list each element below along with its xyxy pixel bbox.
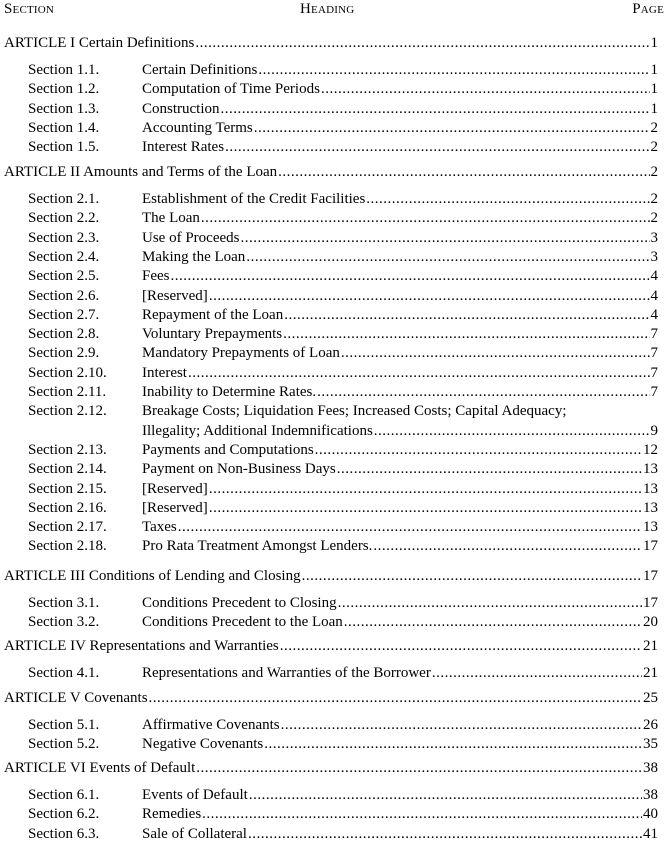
- section-entry[interactable]: [0, 537, 670, 556]
- page-number: 3: [650, 229, 658, 246]
- section-title: Conditions Precedent to Closing: [142, 595, 337, 611]
- section-number: Section 2.17.: [28, 519, 107, 536]
- dot-leader: [249, 786, 642, 805]
- dot-leader: [302, 567, 642, 586]
- dot-leader: [374, 422, 650, 441]
- dot-leader: [221, 100, 650, 119]
- entry-leader-row: [142, 190, 658, 209]
- dot-leader: [225, 138, 649, 157]
- section-title: Computation of Time Periods: [142, 81, 320, 98]
- section-entry[interactable]: [0, 190, 670, 209]
- section-title: Use of Proceeds: [142, 229, 240, 246]
- section-number: Section 5.2.: [28, 736, 100, 753]
- section-number: Section 2.2.: [28, 210, 100, 227]
- section-title: Payments and Computations: [142, 441, 314, 458]
- section-title: Certain Definitions: [142, 62, 258, 78]
- section-title: [Reserved]: [142, 499, 208, 516]
- section-title: Voluntary Prepayments: [142, 326, 283, 343]
- entry-leader-row: [142, 735, 658, 754]
- dot-leader: [283, 325, 649, 344]
- page-number: 2: [650, 164, 658, 180]
- page-number: 2: [650, 210, 658, 227]
- entry-leader-row: [142, 383, 658, 402]
- page-number: 25: [643, 690, 658, 706]
- page-number: 1: [650, 62, 658, 78]
- entry-leader-row: [4, 34, 658, 53]
- page-number: 17: [643, 568, 658, 584]
- section-number: Section 2.1.: [28, 191, 100, 207]
- page-number: 13: [643, 499, 658, 516]
- section-entry[interactable]: [0, 364, 670, 383]
- page-number: 13: [643, 461, 658, 478]
- header-section-label: Section: [4, 1, 55, 17]
- section-number: Section 2.6.: [28, 287, 100, 304]
- entry-leader-row: [142, 499, 658, 518]
- dot-leader: [432, 664, 642, 683]
- section-number: Section 2.12.: [28, 403, 107, 420]
- entry-leader-row: [142, 267, 658, 286]
- section-number: Section 2.18.: [28, 538, 107, 555]
- section-entry[interactable]: [0, 325, 670, 344]
- page-number: 13: [643, 480, 658, 497]
- dot-leader: [341, 344, 650, 363]
- dot-leader: [202, 805, 642, 824]
- section-title: Conditions Precedent to the Loan: [142, 614, 343, 631]
- page-number: 3: [650, 248, 658, 265]
- section-number: Section 3.1.: [28, 595, 100, 611]
- section-number: Section 2.8.: [28, 326, 100, 343]
- dot-leader: [196, 759, 642, 778]
- page-number: 1: [650, 100, 658, 117]
- section-title: Representations and Warranties of the Borrower: [142, 665, 431, 681]
- section-number: Section 3.2.: [28, 614, 100, 631]
- dot-leader: [209, 287, 650, 306]
- dot-leader: [338, 594, 642, 613]
- section-title: [Reserved]: [142, 287, 208, 304]
- section-entry[interactable]: [0, 441, 670, 460]
- section-entry[interactable]: [0, 229, 670, 248]
- dot-leader: [188, 364, 650, 383]
- header-page-label: Page: [632, 1, 664, 17]
- section-title: The Loan: [142, 210, 200, 227]
- section-title: Breakage Costs; Liquidation Fees; Increased Costs; Capital Adequacy;: [142, 403, 567, 420]
- dot-leader: [248, 825, 642, 844]
- page-number: 13: [643, 519, 658, 536]
- article-entry[interactable]: [0, 759, 670, 778]
- section-number: Section 1.4.: [28, 119, 100, 136]
- section-entry[interactable]: [0, 248, 670, 267]
- page-number: 4: [650, 306, 658, 323]
- section-number: Section 1.5.: [28, 139, 100, 156]
- dot-leader: [264, 735, 642, 754]
- page-number: 38: [643, 787, 658, 803]
- section-entry[interactable]: [0, 716, 670, 735]
- dot-leader: [315, 441, 642, 460]
- dot-leader: [321, 80, 650, 99]
- section-number: Section 2.7.: [28, 306, 100, 323]
- page-number: 26: [643, 717, 658, 733]
- section-title-continued: Illegality; Additional Indemnifications: [142, 422, 373, 439]
- section-entry[interactable]: [0, 825, 670, 844]
- entry-leader-row: [142, 460, 658, 479]
- section-entry[interactable]: [0, 306, 670, 325]
- page-number: 7: [650, 364, 658, 381]
- page-number: 17: [643, 538, 658, 555]
- entry-leader-row: [142, 119, 658, 138]
- section-number: Section 1.3.: [28, 100, 100, 117]
- page-number: 4: [650, 268, 658, 285]
- article-title: ARTICLE IV Representations and Warranties: [4, 638, 279, 654]
- section-number: Section 2.9.: [28, 345, 100, 362]
- section-title: Affirmative Covenants: [142, 717, 280, 733]
- entry-leader-row: [142, 441, 658, 460]
- dot-leader: [195, 34, 649, 53]
- entry-leader-row: [142, 287, 658, 306]
- page-number: 21: [643, 638, 658, 654]
- section-number: Section 2.10.: [28, 364, 107, 381]
- section-entry[interactable]: [0, 61, 670, 80]
- section-title: Payment on Non-Business Days: [142, 461, 336, 478]
- page-number: 38: [643, 760, 658, 776]
- section-title: Sale of Collateral: [142, 825, 247, 842]
- section-entry[interactable]: [0, 518, 670, 537]
- dot-leader: [366, 190, 649, 209]
- page-number: 17: [643, 595, 658, 611]
- section-entry[interactable]: [0, 805, 670, 824]
- entry-leader-row: [4, 637, 658, 656]
- section-number: Section 6.1.: [28, 787, 100, 803]
- section-number: Section 6.3.: [28, 825, 100, 842]
- entry-leader-row: [142, 594, 658, 613]
- section-title: Mandatory Prepayments of Loan: [142, 345, 340, 362]
- section-title: Negative Covenants: [142, 736, 264, 753]
- dot-leader: [337, 460, 642, 479]
- page-number: 7: [650, 326, 658, 343]
- entry-leader-row: [4, 759, 658, 778]
- article-title: ARTICLE II Amounts and Terms of the Loan: [4, 164, 278, 180]
- section-entry[interactable]: [0, 383, 670, 402]
- section-number: Section 2.3.: [28, 229, 100, 246]
- dot-leader: [258, 61, 649, 80]
- entry-leader-row: [142, 613, 658, 632]
- section-number: Section 2.4.: [28, 248, 100, 265]
- dot-leader: [240, 229, 649, 248]
- dot-leader: [178, 518, 642, 537]
- entry-leader-row: [142, 805, 658, 824]
- entry-leader-row: [142, 518, 658, 537]
- section-entry[interactable]: [0, 664, 670, 683]
- section-entry[interactable]: [0, 344, 670, 363]
- entry-leader-row: [142, 344, 658, 363]
- entry-leader-row: [142, 100, 658, 119]
- entry-leader-row: [142, 138, 658, 157]
- entry-leader-row: [142, 537, 658, 556]
- section-title: Interest Rates: [142, 139, 225, 156]
- section-entry[interactable]: [0, 499, 670, 518]
- toc-header: [0, 0, 670, 18]
- section-entry[interactable]: [0, 402, 670, 421]
- section-number: Section 2.5.: [28, 268, 100, 285]
- page-number: 2: [650, 191, 658, 207]
- article-entry[interactable]: [0, 689, 670, 708]
- article-title: ARTICLE VI Events of Default: [4, 760, 196, 776]
- article-title: ARTICLE V Covenants: [4, 690, 148, 706]
- entry-leader-row: [142, 480, 658, 499]
- entry-leader-row: [142, 80, 658, 99]
- entry-leader-row: [142, 229, 658, 248]
- section-title: Fees: [142, 268, 170, 285]
- page-number: 2: [650, 139, 658, 156]
- section-title: Establishment of the Credit Facilities: [142, 191, 366, 207]
- dot-leader: [149, 689, 642, 708]
- section-title: [Reserved]: [142, 480, 208, 497]
- page-number: 21: [643, 665, 658, 681]
- entry-leader-row: [142, 306, 658, 325]
- section-title: Events of Default: [142, 787, 248, 803]
- section-title: Pro Rata Treatment Amongst Lenders.: [142, 538, 373, 555]
- section-entry[interactable]: [0, 786, 670, 805]
- section-title: Accounting Terms: [142, 119, 253, 136]
- article-entry[interactable]: [0, 34, 670, 53]
- section-entry[interactable]: [0, 613, 670, 632]
- section-title: Remedies: [142, 806, 202, 823]
- page-number: 1: [650, 81, 658, 98]
- page-number: 2: [650, 119, 658, 136]
- section-number: Section 1.2.: [28, 81, 100, 98]
- dot-leader: [209, 480, 642, 499]
- section-title: Construction: [142, 100, 220, 117]
- entry-leader-row: [142, 364, 658, 383]
- section-number: Section 4.1.: [28, 665, 100, 681]
- page-number: 7: [650, 345, 658, 362]
- dot-leader: [201, 209, 650, 228]
- page-number: 20: [643, 614, 658, 631]
- entry-leader-row: [4, 567, 658, 586]
- section-title: Making the Loan: [142, 248, 246, 265]
- dot-leader: [254, 119, 650, 138]
- article-entry[interactable]: [0, 163, 670, 182]
- section-entry[interactable]: [0, 287, 670, 306]
- section-number: Section 6.2.: [28, 806, 100, 823]
- section-entry[interactable]: [0, 80, 670, 99]
- section-entry[interactable]: [0, 209, 670, 228]
- entry-leader-row: [142, 664, 658, 683]
- dot-leader: [209, 499, 642, 518]
- section-title: Inability to Determine Rates.: [142, 384, 317, 400]
- article-title: ARTICLE III Conditions of Lending and Closing: [4, 568, 301, 584]
- section-number: Section 1.1.: [28, 62, 100, 78]
- page-number: 7: [650, 384, 658, 400]
- entry-leader-row: [142, 325, 658, 344]
- section-number: Section 2.16.: [28, 499, 107, 516]
- section-number: Section 2.11.: [28, 384, 107, 400]
- dot-leader: [171, 267, 650, 286]
- section-title: Interest: [142, 364, 187, 381]
- section-number: Section 5.1.: [28, 717, 100, 733]
- section-number: Section 2.13.: [28, 441, 107, 458]
- dot-leader: [373, 537, 642, 556]
- article-title: ARTICLE I Certain Definitions: [4, 35, 195, 51]
- section-entry[interactable]: [0, 594, 670, 613]
- section-entry[interactable]: [0, 480, 670, 499]
- section-entry-continued[interactable]: [0, 422, 670, 441]
- page-number: 35: [643, 736, 658, 753]
- entry-leader-row: [142, 786, 658, 805]
- section-entry[interactable]: [0, 460, 670, 479]
- section-number: Section 2.14.: [28, 461, 107, 478]
- article-entry[interactable]: [0, 637, 670, 656]
- page-number: 4: [650, 287, 658, 304]
- section-title: Taxes: [142, 519, 177, 536]
- entry-leader-row: [142, 716, 658, 735]
- article-entry[interactable]: [0, 567, 670, 586]
- section-entry[interactable]: [0, 267, 670, 286]
- header-heading-label: Heading: [300, 1, 355, 17]
- entry-leader-row: [142, 248, 658, 267]
- page-number: 9: [650, 422, 658, 439]
- entry-leader-row: [142, 422, 658, 441]
- entry-leader-row: [142, 825, 658, 844]
- page-number: 41: [643, 825, 658, 842]
- section-title: Repayment of the Loan: [142, 306, 284, 323]
- section-number: Section 2.15.: [28, 480, 107, 497]
- section-entry[interactable]: [0, 735, 670, 754]
- entry-leader-row: [142, 61, 658, 80]
- section-entry[interactable]: [0, 100, 670, 119]
- page-number: 40: [643, 806, 658, 823]
- dot-leader: [317, 383, 649, 402]
- section-entry[interactable]: [0, 119, 670, 138]
- entry-leader-row: [142, 209, 658, 228]
- entry-leader-row: [4, 163, 658, 182]
- dot-leader: [278, 163, 649, 182]
- dot-leader: [344, 613, 642, 632]
- dot-leader: [284, 306, 649, 325]
- dot-leader: [280, 637, 642, 656]
- entry-leader-row: [4, 689, 658, 708]
- dot-leader: [281, 716, 642, 735]
- page-number: 12: [643, 441, 658, 458]
- dot-leader: [246, 248, 649, 267]
- section-entry[interactable]: [0, 138, 670, 157]
- page-number: 1: [650, 35, 658, 51]
